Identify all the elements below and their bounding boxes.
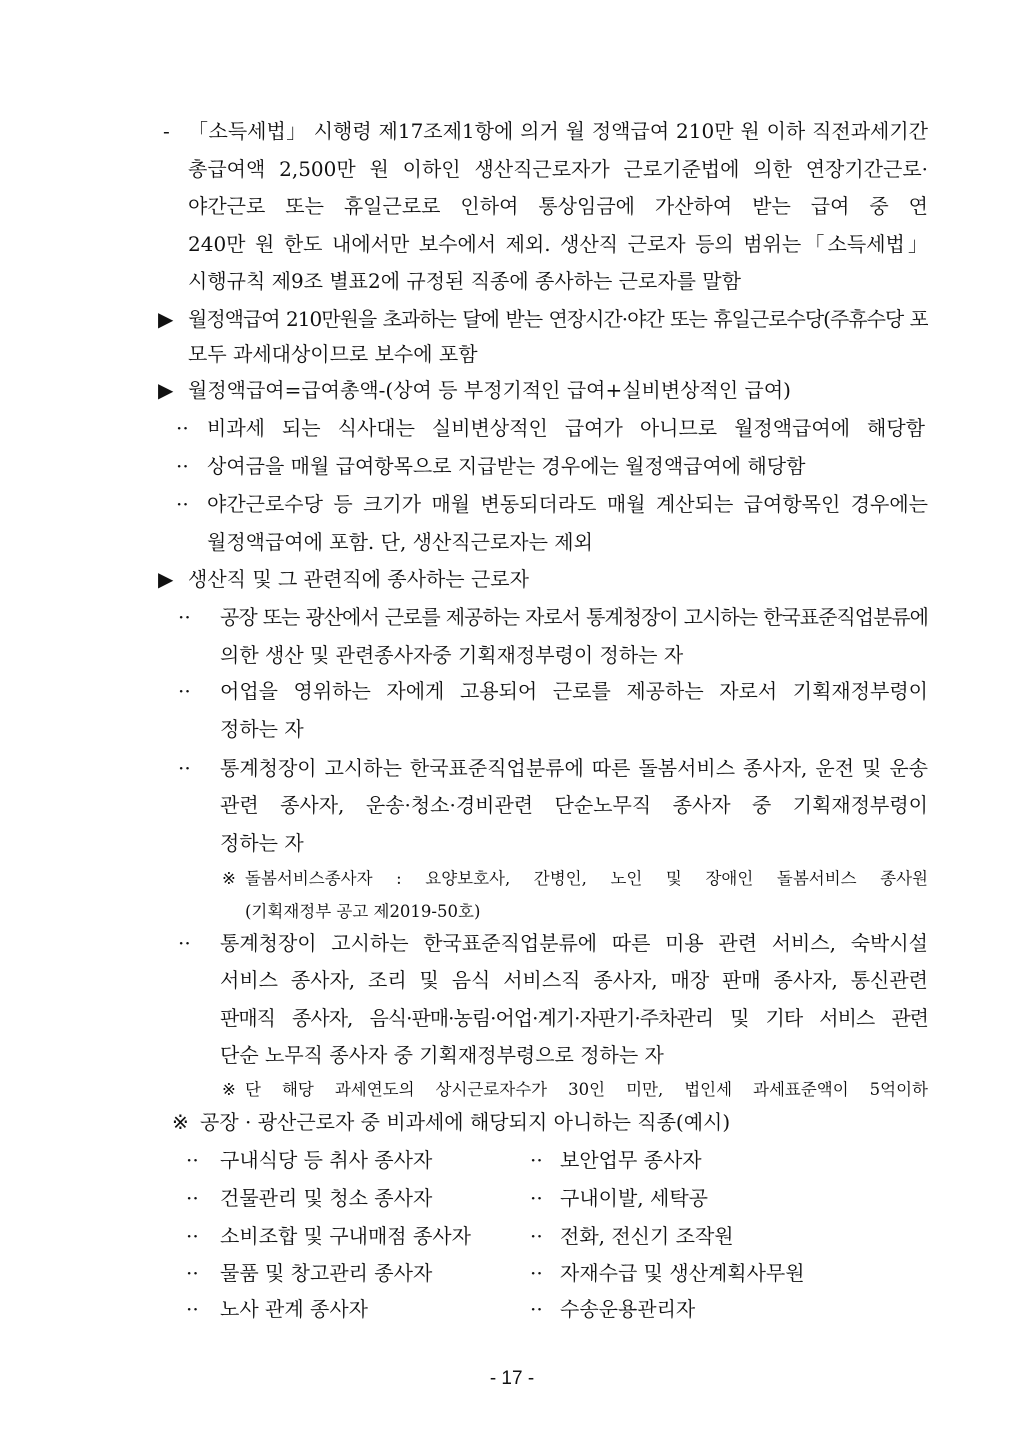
- text-line: 단순 노무직 종사자 중 기획재정부령으로 정하는 자: [220, 1043, 664, 1067]
- text-line: 통계청장이 고시하는 한국표준직업분류에 따른 돌봄서비스 종사자, 운전 및 운송: [220, 756, 928, 780]
- note-line: (기획재정부 공고 제2019-50호): [245, 902, 481, 921]
- dash-marker: -: [163, 119, 170, 143]
- text-line: 통계청장이 고시하는 한국표준직업분류에 따른 미용 관련 서비스, 숙박시설: [220, 931, 928, 955]
- note-marker: ※: [172, 1110, 189, 1134]
- note-marker: ※: [222, 869, 236, 888]
- dots-marker: ··: [176, 454, 189, 478]
- triangle-bullet-icon: ▶: [158, 378, 174, 402]
- list-item: 노사 관계 종사자: [220, 1297, 368, 1321]
- dots-marker: ··: [186, 1186, 199, 1210]
- text-line: 야간근로 또는 휴일근로로 인하여 통상임금에 가산하여 받는 급여 중 연: [188, 194, 928, 218]
- triangle-bullet-icon: ▶: [158, 567, 174, 591]
- dots-marker: ··: [530, 1297, 543, 1321]
- text-line: 판매직 종사자, 음식·판매·농림·어업·계기·자판기·주차관리 및 기타 서비스 관련: [220, 1006, 928, 1030]
- text-line: 월정액급여=급여총액-(상여 등 부정기적인 급여+실비변상적인 급여): [188, 378, 791, 402]
- note-line: 돌봄서비스종사자 : 요양보호사, 간병인, 노인 및 장애인 돌봄서비스 종사원: [245, 869, 928, 888]
- dots-marker: ··: [176, 492, 189, 516]
- text-line: 240만 원 한도 내에서만 보수에서 제외. 생산직 근로자 등의 범위는「소득세법」: [188, 232, 928, 256]
- dots-marker: ··: [178, 931, 191, 955]
- text-line: 야간근로수당 등 크기가 매월 변동되더라도 매월 계산되는 급여항목인 경우에는: [207, 492, 928, 516]
- text-line: 정하는 자: [220, 831, 304, 855]
- note-line: 단 해당 과세연도의 상시근로자수가 30인 미만, 법인세 과세표준액이 5억이하: [245, 1080, 928, 1099]
- text-line: 서비스 종사자, 조리 및 음식 서비스직 종사자, 매장 판매 종사자, 통신관련: [220, 968, 928, 992]
- dots-marker: ··: [530, 1186, 543, 1210]
- dots-marker: ··: [186, 1261, 199, 1285]
- text-line: 시행규칙 제9조 별표2에 규정된 직종에 종사하는 근로자를 말함: [188, 269, 741, 293]
- dots-marker: ··: [178, 605, 191, 629]
- list-item: 보안업무 종사자: [560, 1148, 702, 1172]
- text-line: 생산직 및 그 관련직에 종사하는 근로자: [188, 567, 529, 591]
- list-item: 자재수급 및 생산계획사무원: [560, 1261, 805, 1285]
- text-line: 월정액급여에 포함. 단, 생산직근로자는 제외: [207, 530, 593, 554]
- dots-marker: ··: [530, 1261, 543, 1285]
- text-line: 관련 종사자, 운송·청소·경비관련 단순노무직 종사자 중 기획재정부령이: [220, 793, 928, 817]
- text-line: 어업을 영위하는 자에게 고용되어 근로를 제공하는 자로서 기획재정부령이: [220, 679, 928, 703]
- list-item: 소비조합 및 구내매점 종사자: [220, 1224, 471, 1248]
- dots-marker: ··: [178, 756, 191, 780]
- list-item: 구내식당 등 취사 종사자: [220, 1148, 433, 1172]
- list-item: 물품 및 창고관리 종사자: [220, 1261, 433, 1285]
- note-marker: ※: [222, 1080, 236, 1099]
- list-item: 구내이발, 세탁공: [560, 1186, 708, 1210]
- text-line: 공장 · 광산근로자 중 비과세에 해당되지 아니하는 직종(예시): [200, 1110, 731, 1134]
- list-item: 수송운용관리자: [560, 1297, 696, 1321]
- list-item: 전화, 전신기 조작원: [560, 1224, 734, 1248]
- text-line: 비과세 되는 식사대는 실비변상적인 급여가 아니므로 월정액급여에 해당함: [207, 416, 925, 440]
- text-line: 공장 또는 광산에서 근로를 제공하는 자로서 통계청장이 고시하는 한국표준직업분류에: [220, 605, 928, 629]
- triangle-bullet-icon: ▶: [158, 307, 174, 331]
- text-line: 상여금을 매월 급여항목으로 지급받는 경우에는 월정액급여에 해당함: [207, 454, 806, 478]
- text-line: 정하는 자: [220, 717, 304, 741]
- text-line: 「소득세법」 시행령 제17조제1항에 의거 월 정액급여 210만 원 이하 직전과세기간: [188, 119, 928, 143]
- dots-marker: ··: [530, 1148, 543, 1172]
- text-line: 총급여액 2,500만 원 이하인 생산직근로자가 근로기준법에 의한 연장기간근로·: [188, 157, 928, 181]
- text-line: 의한 생산 및 관련종사자중 기획재정부령이 정하는 자: [220, 643, 684, 667]
- dots-marker: ··: [178, 679, 191, 703]
- dots-marker: ··: [186, 1148, 199, 1172]
- dots-marker: ··: [186, 1297, 199, 1321]
- text-line: 월정액급여 210만원을 초과하는 달에 받는 연장시간·야간 또는 휴일근로수당(주휴수당 포: [188, 307, 928, 331]
- page-number: - 17 -: [489, 1368, 535, 1389]
- list-item: 건물관리 및 청소 종사자: [220, 1186, 433, 1210]
- dots-marker: ··: [186, 1224, 199, 1248]
- dots-marker: ··: [176, 416, 189, 440]
- text-line: 모두 과세대상이므로 보수에 포함: [188, 342, 478, 366]
- dots-marker: ··: [530, 1224, 543, 1248]
